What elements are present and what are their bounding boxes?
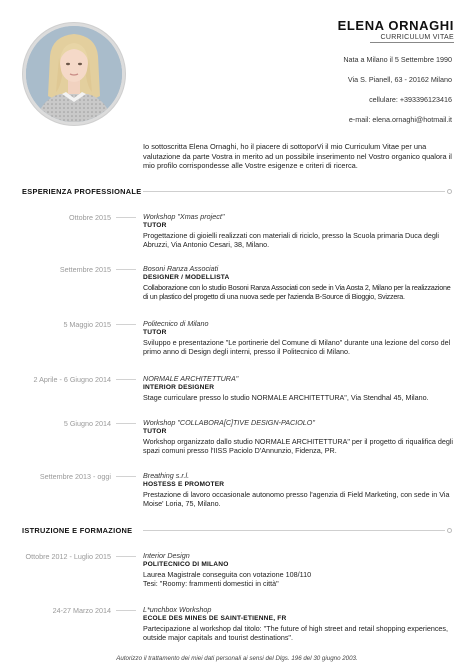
entry-date: Settembre 2015: [59, 265, 111, 274]
entry-date: Ottobre 2012 - Luglio 2015: [25, 552, 111, 561]
entry-date: 2 Aprile - 6 Giugno 2014: [33, 375, 111, 384]
entry: [143, 319, 453, 357]
entry-tick: [116, 476, 136, 477]
entry-organization: Breathing s.r.l.: [143, 471, 190, 480]
header-divider: [370, 42, 454, 43]
entry-description: Progettazione di gioielli realizzati con materiali di riciclo, presso la Scuola primaria Duca degli Abruzzi, Via Antonio Cesari, 38, Milano.: [143, 230, 440, 250]
entry-date: Ottobre 2015: [69, 213, 111, 222]
entry: [143, 471, 453, 509]
entry-date: 5 Giugno 2014: [63, 419, 111, 428]
entry-organization: Bosoni Ranza Associati: [143, 264, 219, 273]
candidate-name: ELENA ORNAGHI: [337, 18, 454, 33]
entry-description: Sviluppo e presentazione "Le portinerie del Comune di Milano" durante una lezione del corso del primo anno di Design degli interni, presso il Politecnico di Milano.: [143, 337, 451, 357]
entry: [143, 264, 453, 302]
entry-organization: Workshop "Xmas project": [143, 212, 225, 221]
section-dot-icon: [447, 528, 452, 533]
profile-photo-frame: [22, 22, 126, 126]
entry: [143, 212, 453, 250]
entry-organization: Interior Design: [143, 551, 190, 560]
entry-tick: [116, 610, 136, 611]
entry-role: TUTOR: [143, 428, 167, 436]
phone: cellulare: +393396123416: [369, 95, 452, 104]
entry-role: POLITECNICO DI MILANO: [143, 561, 229, 569]
entry-description: Collaborazione con lo studio Bosoni Ranza Associati con sede in Via Aosta 2, Milano per la realizzazione di un plastico del progetto di una nuova sede per l'azienda B-Source di Bioggio, Svizzera.: [143, 282, 451, 302]
entry-description: Partecipazione al workshop dal titolo: "The future of high street and retail shopping experiences, outside major capitals and tourist destinations".: [143, 623, 449, 643]
entry-organization: Workshop "COLLABORA[C]TIVE DESIGN-PACIOLO": [143, 418, 315, 427]
entry-description: Prestazione di lavoro occasionale autonomo presso l'agenzia di Field Marketing, con sede in Via Moise' Loria, 75, Milano.: [143, 489, 450, 509]
entry-role: TUTOR: [143, 329, 167, 337]
document-subtitle: CURRICULUM VITAE: [380, 34, 454, 41]
entry-date: Settembre 2013 - oggi: [39, 472, 111, 481]
section-rule: [143, 191, 445, 192]
entry-tick: [116, 556, 136, 557]
entry-tick: [116, 217, 136, 218]
entry: [143, 605, 453, 643]
section-title-experience: ESPERIENZA PROFESSIONALE: [22, 187, 142, 196]
email: e-mail: elena.ornaghi@hotmail.it: [348, 115, 452, 124]
intro-paragraph: Io sottoscritta Elena Ornaghi, ho il piacere di sottoporVi il mio Curriculum Vitae per una valutazione da parte Vostra in merito ad un possibile inserimento nel Vostro organico qualora il mio profilo corrispondesse alle Vostre esigenze e criteri di ricerca.: [143, 142, 452, 171]
section-rule: [143, 530, 445, 531]
entry-role: HOSTESS E PROMOTER: [143, 481, 225, 489]
entry-date: 24-27 Marzo 2014: [52, 606, 111, 615]
entry-role: DESIGNER / MODELLISTA: [143, 274, 230, 282]
privacy-footer: Autorizzo il trattamento dei miei dati personali ai sensi del Dlgs. 196 del 30 giugno 2003.: [116, 655, 358, 662]
entry-role: INTERIOR DESIGNER: [143, 384, 215, 392]
entry-tick: [116, 379, 136, 380]
entry-role: ECOLE DES MINES DE SAINT-ETIENNE, FR: [143, 615, 287, 623]
entry: [143, 374, 453, 402]
section-dot-icon: [447, 189, 452, 194]
birth-info: Nata a Milano il 5 Settembre 1990: [343, 55, 452, 64]
entry-date: 5 Maggio 2015: [63, 320, 111, 329]
entry-role: TUTOR: [143, 222, 167, 230]
address: Via S. Pianell, 63 - 20162 Milano: [347, 75, 452, 84]
section-title-education: ISTRUZIONE E FORMAZIONE: [22, 526, 133, 535]
entry: [143, 418, 453, 456]
entry-tick: [116, 269, 136, 270]
profile-photo: [26, 26, 122, 122]
entry-tick: [116, 423, 136, 424]
entry-organization: Politecnico di Milano: [143, 319, 209, 328]
entry: [143, 551, 453, 589]
entry-description: Laurea Magistrale conseguita con votazione 108/110: [143, 569, 312, 579]
entry-organization: L*unchbox Workshop: [143, 605, 212, 614]
entry-thesis: Tesi: "Roomy: frammenti domestici in città": [143, 579, 279, 589]
entry-tick: [116, 324, 136, 325]
entry-organization: NORMALE ARCHITETTURA": [143, 374, 239, 383]
entry-description: Stage curriculare presso lo studio NORMALE ARCHITETTURA", Via Stendhal 45, Milano.: [143, 392, 429, 402]
entry-description: Workshop organizzato dallo studio NORMALE ARCHITETTURA" per il progetto di riqualifica degli spazi comuni presso l'IISS Paciolo D'Annunzio, Fidenza, PR.: [143, 436, 454, 456]
